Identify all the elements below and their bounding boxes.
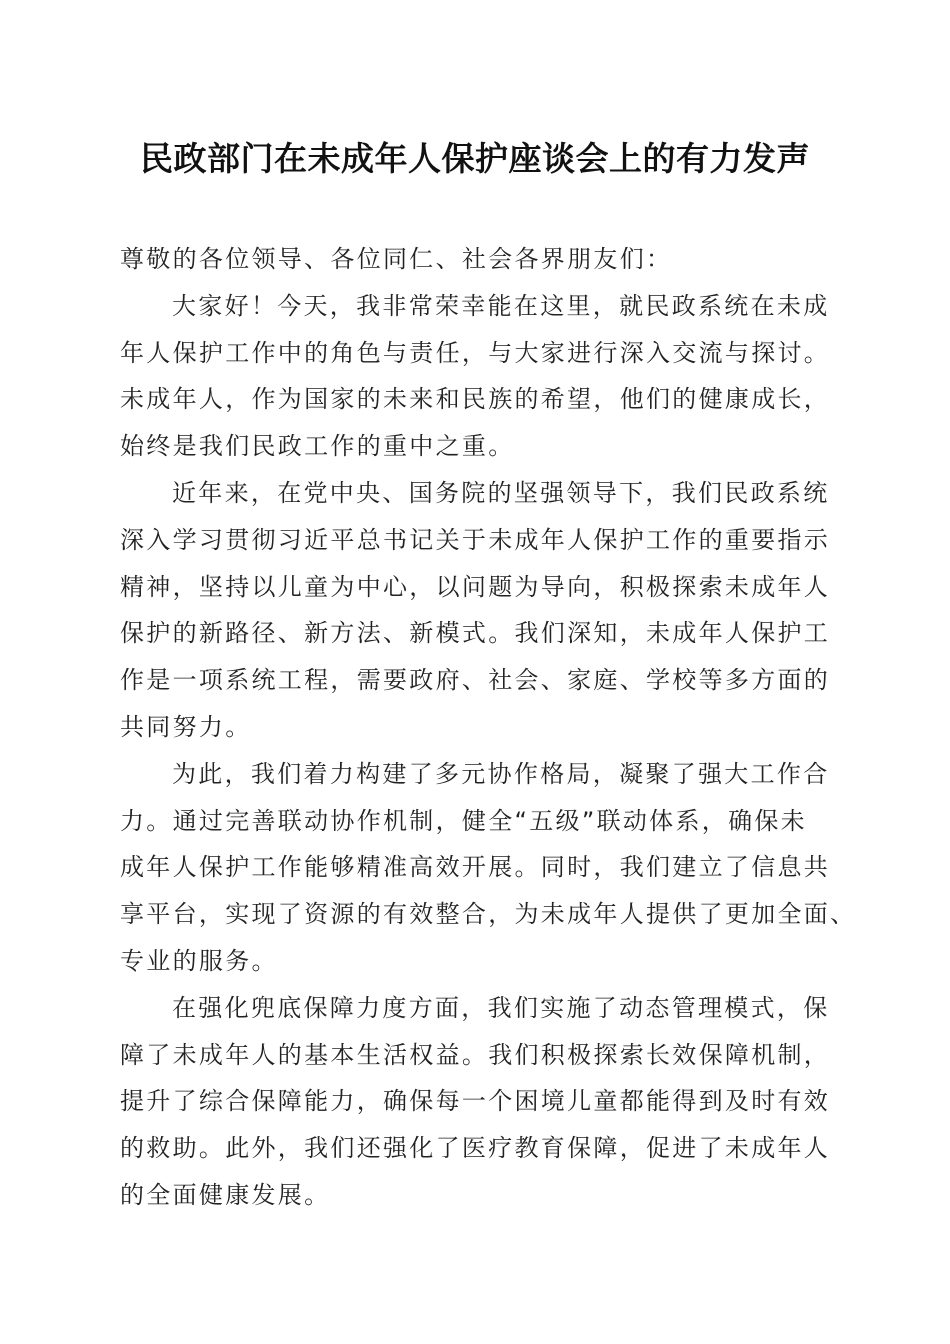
paragraph-line: 近年来，在党中央、国务院的坚强领导下，我们民政系统: [172, 478, 830, 507]
paragraph-line: 在强化兜底保障力度方面，我们实施了动态管理模式，保: [172, 993, 830, 1022]
paragraph-line: 成年人保护工作能够精准高效开展。同时，我们建立了信息共: [120, 853, 831, 882]
document-title: 民政部门在未成年人保护座谈会上的有力发声: [140, 139, 810, 178]
paragraph-line: 障了未成年人的基本生活权益。我们积极探索长效保障机制，: [120, 1040, 831, 1069]
paragraph-line: 的救助。此外，我们还强化了医疗教育保障，促进了未成年人: [120, 1134, 831, 1163]
paragraph-line: 共同努力。: [120, 712, 252, 741]
paragraph-line: 作是一项系统工程，需要政府、社会、家庭、学校等多方面的: [120, 666, 831, 695]
paragraph-line: 力。通过完善联动协作机制，健全“五级”联动体系，确保未: [120, 806, 807, 835]
paragraph-3: [120, 751, 857, 985]
salutation: 尊敬的各位领导、各位同仁、社会各界朋友们：: [120, 245, 673, 273]
paragraph-line: 大家好！今天，我非常荣幸能在这里，就民政系统在未成: [172, 291, 830, 320]
paragraph-line: 保护的新路径、新方法、新模式。我们深知，未成年人保护工: [120, 619, 831, 648]
paragraph-4: [120, 985, 840, 1219]
paragraph-line: 专业的服务。: [120, 946, 278, 975]
document-body: [120, 236, 857, 1219]
paragraph-line: 提升了综合保障能力，确保每一个困境儿童都能得到及时有效: [120, 1087, 831, 1116]
paragraph-line: 未成年人，作为国家的未来和民族的希望，他们的健康成长，: [120, 385, 831, 414]
paragraph-line: 始终是我们民政工作的重中之重。: [120, 432, 515, 461]
paragraph-line: 精神，坚持以儿童为中心，以问题为导向，积极探索未成年人: [120, 572, 831, 601]
paragraph-line: 的全面健康发展。: [120, 1180, 331, 1209]
paragraph-1: [120, 283, 840, 470]
paragraph-line: 年人保护工作中的角色与责任，与大家进行深入交流与探讨。: [120, 338, 831, 367]
paragraph-2: [120, 470, 840, 751]
paragraph-line: 为此，我们着力构建了多元协作格局，凝聚了强大工作合: [172, 759, 830, 788]
paragraph-line: 深入学习贯彻习近平总书记关于未成年人保护工作的重要指示: [120, 525, 831, 554]
paragraph-line: 享平台，实现了资源的有效整合，为未成年人提供了更加全面、: [120, 900, 857, 929]
